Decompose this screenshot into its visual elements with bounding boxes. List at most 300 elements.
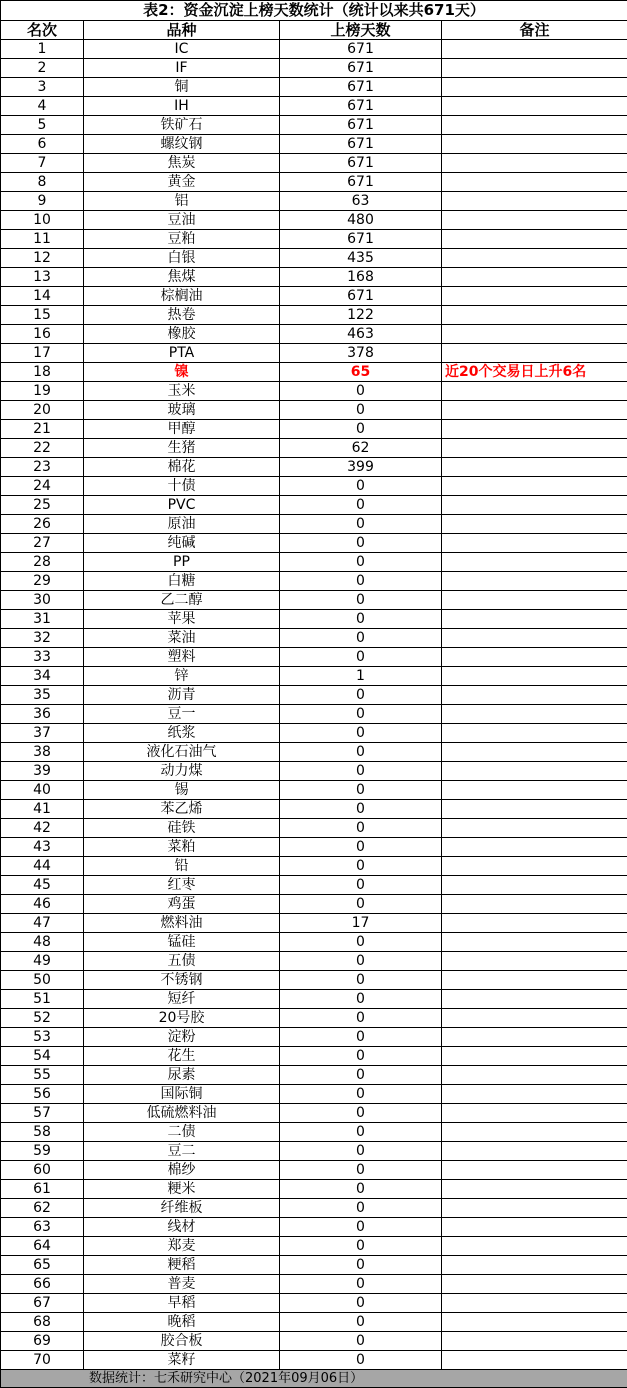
rank-cell: 61 (1, 1180, 84, 1199)
table-row (1, 724, 627, 743)
source-note: 数据统计：七禾研究中心（2021年09月06日） (1, 1370, 627, 1388)
note-cell (442, 971, 627, 990)
days-cell: 0 (280, 1351, 442, 1370)
header-name: 品种 (84, 21, 280, 40)
rank-cell: 58 (1, 1123, 84, 1142)
days-cell: 0 (280, 876, 442, 895)
name-cell: 短纤 (84, 990, 280, 1009)
rank-cell: 31 (1, 610, 84, 629)
table-row (1, 990, 627, 1009)
days-cell: 0 (280, 838, 442, 857)
table-row (1, 173, 627, 192)
note-cell (442, 895, 627, 914)
table-row (1, 515, 627, 534)
note-cell (442, 211, 627, 230)
days-cell: 62 (280, 439, 442, 458)
table-row (1, 610, 627, 629)
days-cell: 0 (280, 971, 442, 990)
table-row (1, 876, 627, 895)
days-cell: 0 (280, 401, 442, 420)
table-row (1, 819, 627, 838)
table-row (1, 192, 627, 211)
name-cell: 锰硅 (84, 933, 280, 952)
table-row (1, 781, 627, 800)
days-cell: 0 (280, 933, 442, 952)
name-cell: 菜籽 (84, 1351, 280, 1370)
days-cell: 0 (280, 1123, 442, 1142)
rank-cell: 35 (1, 686, 84, 705)
note-cell (442, 325, 627, 344)
name-cell: 不锈钢 (84, 971, 280, 990)
note-cell (442, 1085, 627, 1104)
name-cell: 甲醇 (84, 420, 280, 439)
name-cell: 20号胶 (84, 1009, 280, 1028)
note-cell (442, 1066, 627, 1085)
days-cell: 480 (280, 211, 442, 230)
rank-cell: 50 (1, 971, 84, 990)
table-row (1, 800, 627, 819)
note-cell (442, 40, 627, 59)
name-cell: 焦炭 (84, 154, 280, 173)
name-cell: 玉米 (84, 382, 280, 401)
name-cell: 铜 (84, 78, 280, 97)
note-cell (442, 1275, 627, 1294)
rank-cell: 66 (1, 1275, 84, 1294)
days-cell: 0 (280, 857, 442, 876)
table-row (1, 971, 627, 990)
name-cell: 豆二 (84, 1142, 280, 1161)
note-cell (442, 439, 627, 458)
rank-cell: 14 (1, 287, 84, 306)
rank-cell: 30 (1, 591, 84, 610)
table-row (1, 1085, 627, 1104)
table-row (1, 534, 627, 553)
table-row (1, 40, 627, 59)
rank-cell: 22 (1, 439, 84, 458)
name-cell: 锌 (84, 667, 280, 686)
name-cell: 玻璃 (84, 401, 280, 420)
rank-cell: 20 (1, 401, 84, 420)
header-note: 备注 (442, 21, 627, 40)
table-row (1, 1275, 627, 1294)
note-cell (442, 1332, 627, 1351)
note-cell (442, 933, 627, 952)
rank-cell: 64 (1, 1237, 84, 1256)
table-row (1, 686, 627, 705)
days-cell: 0 (280, 591, 442, 610)
rank-cell: 70 (1, 1351, 84, 1370)
name-cell: 线材 (84, 1218, 280, 1237)
rank-cell: 13 (1, 268, 84, 287)
name-cell: 十债 (84, 477, 280, 496)
days-cell: 435 (280, 249, 442, 268)
rank-cell: 4 (1, 97, 84, 116)
days-cell: 0 (280, 724, 442, 743)
table-row (1, 553, 627, 572)
rank-cell: 49 (1, 952, 84, 971)
name-cell: 橡胶 (84, 325, 280, 344)
header-rank: 名次 (1, 21, 84, 40)
note-cell (442, 116, 627, 135)
name-cell: 淀粉 (84, 1028, 280, 1047)
rank-cell: 29 (1, 572, 84, 591)
table-row (1, 933, 627, 952)
table-row (1, 1237, 627, 1256)
note-cell (442, 952, 627, 971)
name-cell: 塑料 (84, 648, 280, 667)
rank-cell: 53 (1, 1028, 84, 1047)
name-cell: 棉纱 (84, 1161, 280, 1180)
note-cell (442, 515, 627, 534)
note-cell (442, 1313, 627, 1332)
rank-cell: 36 (1, 705, 84, 724)
days-cell: 378 (280, 344, 442, 363)
note-cell (442, 192, 627, 211)
days-cell: 0 (280, 781, 442, 800)
name-cell: PVC (84, 496, 280, 515)
note-cell (442, 496, 627, 515)
rank-cell: 62 (1, 1199, 84, 1218)
note-cell (442, 59, 627, 78)
rank-cell: 8 (1, 173, 84, 192)
name-cell: 乙二醇 (84, 591, 280, 610)
days-cell: 0 (280, 1085, 442, 1104)
table-row (1, 363, 627, 382)
note-cell (442, 572, 627, 591)
note-cell (442, 306, 627, 325)
note-cell (442, 553, 627, 572)
days-cell: 0 (280, 1218, 442, 1237)
days-cell: 671 (280, 154, 442, 173)
name-cell: 鸡蛋 (84, 895, 280, 914)
name-cell: IF (84, 59, 280, 78)
days-cell: 0 (280, 1199, 442, 1218)
rank-cell: 39 (1, 762, 84, 781)
note-cell (442, 1256, 627, 1275)
rank-cell: 9 (1, 192, 84, 211)
rank-cell: 44 (1, 857, 84, 876)
note-cell (442, 230, 627, 249)
days-cell: 0 (280, 610, 442, 629)
rank-cell: 27 (1, 534, 84, 553)
table-row (1, 1180, 627, 1199)
table-row (1, 116, 627, 135)
table-row (1, 496, 627, 515)
rank-cell: 60 (1, 1161, 84, 1180)
rank-cell: 12 (1, 249, 84, 268)
rank-cell: 19 (1, 382, 84, 401)
rank-cell: 47 (1, 914, 84, 933)
name-cell: 纤维板 (84, 1199, 280, 1218)
header-days: 上榜天数 (280, 21, 442, 40)
name-cell: 白银 (84, 249, 280, 268)
name-cell: 螺纹钢 (84, 135, 280, 154)
days-cell: 0 (280, 420, 442, 439)
table-row (1, 629, 627, 648)
days-cell: 0 (280, 629, 442, 648)
days-cell: 0 (280, 1237, 442, 1256)
table-row (1, 743, 627, 762)
rank-cell: 2 (1, 59, 84, 78)
days-cell: 0 (280, 534, 442, 553)
name-cell: 郑麦 (84, 1237, 280, 1256)
note-cell (442, 1028, 627, 1047)
rank-cell: 65 (1, 1256, 84, 1275)
table-row (1, 1047, 627, 1066)
rank-cell: 68 (1, 1313, 84, 1332)
name-cell: 白糖 (84, 572, 280, 591)
rank-cell: 23 (1, 458, 84, 477)
rank-cell: 32 (1, 629, 84, 648)
note-cell (442, 1161, 627, 1180)
name-cell: 尿素 (84, 1066, 280, 1085)
note-cell (442, 610, 627, 629)
rank-cell: 11 (1, 230, 84, 249)
name-cell: 生猪 (84, 439, 280, 458)
name-cell: 菜油 (84, 629, 280, 648)
rank-cell: 7 (1, 154, 84, 173)
days-cell: 0 (280, 1047, 442, 1066)
rank-cell: 37 (1, 724, 84, 743)
table-row (1, 325, 627, 344)
rank-cell: 63 (1, 1218, 84, 1237)
note-cell (442, 667, 627, 686)
rank-cell: 51 (1, 990, 84, 1009)
note-cell (442, 781, 627, 800)
rank-cell: 56 (1, 1085, 84, 1104)
name-cell: 硅铁 (84, 819, 280, 838)
table-row (1, 838, 627, 857)
rank-cell: 25 (1, 496, 84, 515)
note-cell (442, 249, 627, 268)
table-row (1, 762, 627, 781)
days-cell: 0 (280, 990, 442, 1009)
rank-cell: 38 (1, 743, 84, 762)
rank-cell: 67 (1, 1294, 84, 1313)
name-cell: 棉花 (84, 458, 280, 477)
name-cell: 二债 (84, 1123, 280, 1142)
rank-cell: 69 (1, 1332, 84, 1351)
rank-cell: 26 (1, 515, 84, 534)
note-cell (442, 534, 627, 553)
days-cell: 17 (280, 914, 442, 933)
rank-cell: 52 (1, 1009, 84, 1028)
note-cell (442, 591, 627, 610)
name-cell: 纸浆 (84, 724, 280, 743)
note-cell (442, 97, 627, 116)
table-row (1, 135, 627, 154)
note-cell (442, 819, 627, 838)
days-cell: 671 (280, 135, 442, 154)
rank-cell: 46 (1, 895, 84, 914)
note-cell (442, 724, 627, 743)
rank-cell: 10 (1, 211, 84, 230)
table-row (1, 382, 627, 401)
name-cell: 锡 (84, 781, 280, 800)
table-row (1, 914, 627, 933)
days-cell: 0 (280, 553, 442, 572)
name-cell: 晚稻 (84, 1313, 280, 1332)
note-cell (442, 477, 627, 496)
name-cell: 原油 (84, 515, 280, 534)
table-row (1, 1256, 627, 1275)
days-cell: 0 (280, 1294, 442, 1313)
note-cell (442, 1009, 627, 1028)
note-cell (442, 876, 627, 895)
table-row (1, 211, 627, 230)
note-cell (442, 1218, 627, 1237)
table-row (1, 1028, 627, 1047)
days-cell: 0 (280, 686, 442, 705)
table-row (1, 1332, 627, 1351)
days-cell: 0 (280, 496, 442, 515)
table-row (1, 1351, 627, 1370)
table-row (1, 1218, 627, 1237)
note-cell (442, 1047, 627, 1066)
note-cell: 近20个交易日上升6名 (442, 363, 627, 382)
rank-cell: 43 (1, 838, 84, 857)
note-cell (442, 743, 627, 762)
days-cell: 0 (280, 1066, 442, 1085)
days-cell: 0 (280, 1332, 442, 1351)
table-row (1, 230, 627, 249)
name-cell: 国际铜 (84, 1085, 280, 1104)
days-cell: 671 (280, 97, 442, 116)
days-cell: 671 (280, 40, 442, 59)
days-cell: 0 (280, 1161, 442, 1180)
note-cell (442, 78, 627, 97)
table-row (1, 1066, 627, 1085)
name-cell: 液化石油气 (84, 743, 280, 762)
table-row (1, 439, 627, 458)
note-cell (442, 382, 627, 401)
days-cell: 0 (280, 1009, 442, 1028)
rank-cell: 41 (1, 800, 84, 819)
name-cell: IH (84, 97, 280, 116)
days-cell: 0 (280, 515, 442, 534)
days-cell: 0 (280, 477, 442, 496)
days-cell: 122 (280, 306, 442, 325)
table-row (1, 1009, 627, 1028)
note-cell (442, 686, 627, 705)
table-title-row (1, 1, 627, 21)
note-cell (442, 1294, 627, 1313)
days-cell: 1 (280, 667, 442, 686)
name-cell: 沥青 (84, 686, 280, 705)
table-row (1, 952, 627, 971)
days-cell: 463 (280, 325, 442, 344)
rank-cell: 6 (1, 135, 84, 154)
rank-cell: 17 (1, 344, 84, 363)
footer-row (1, 1370, 627, 1388)
note-cell (442, 458, 627, 477)
name-cell: 苯乙烯 (84, 800, 280, 819)
name-cell: 动力煤 (84, 762, 280, 781)
rank-cell: 34 (1, 667, 84, 686)
table-row (1, 1142, 627, 1161)
note-cell (442, 135, 627, 154)
days-cell: 0 (280, 1256, 442, 1275)
name-cell: 棕榈油 (84, 287, 280, 306)
days-cell: 0 (280, 648, 442, 667)
days-cell: 0 (280, 1142, 442, 1161)
days-cell: 0 (280, 572, 442, 591)
table-row (1, 287, 627, 306)
table-row (1, 249, 627, 268)
note-cell (442, 800, 627, 819)
table-row (1, 591, 627, 610)
name-cell: 焦煤 (84, 268, 280, 287)
table-row (1, 458, 627, 477)
days-cell: 0 (280, 1275, 442, 1294)
table-row (1, 154, 627, 173)
table-row (1, 344, 627, 363)
days-cell: 671 (280, 59, 442, 78)
table-row (1, 268, 627, 287)
table-row (1, 78, 627, 97)
rank-cell: 1 (1, 40, 84, 59)
rank-cell: 40 (1, 781, 84, 800)
table-row (1, 648, 627, 667)
rank-cell: 28 (1, 553, 84, 572)
name-cell: 低硫燃料油 (84, 1104, 280, 1123)
note-cell (442, 629, 627, 648)
days-cell: 0 (280, 705, 442, 724)
name-cell: 燃料油 (84, 914, 280, 933)
note-cell (442, 838, 627, 857)
note-cell (442, 648, 627, 667)
days-cell: 168 (280, 268, 442, 287)
rank-cell: 59 (1, 1142, 84, 1161)
table-row (1, 1199, 627, 1218)
note-cell (442, 401, 627, 420)
table-row (1, 1294, 627, 1313)
days-cell: 0 (280, 895, 442, 914)
note-cell (442, 990, 627, 1009)
rank-cell: 16 (1, 325, 84, 344)
name-cell: 热卷 (84, 306, 280, 325)
name-cell: 苹果 (84, 610, 280, 629)
days-cell: 671 (280, 116, 442, 135)
days-cell: 671 (280, 230, 442, 249)
days-cell: 0 (280, 743, 442, 762)
days-cell: 399 (280, 458, 442, 477)
name-cell: 铅 (84, 857, 280, 876)
table-row (1, 97, 627, 116)
name-cell: 豆粕 (84, 230, 280, 249)
rank-cell: 5 (1, 116, 84, 135)
rank-cell: 55 (1, 1066, 84, 1085)
name-cell: IC (84, 40, 280, 59)
days-cell: 63 (280, 192, 442, 211)
name-cell: 黄金 (84, 173, 280, 192)
table-row (1, 895, 627, 914)
note-cell (442, 420, 627, 439)
name-cell: 粳米 (84, 1180, 280, 1199)
note-cell (442, 762, 627, 781)
note-cell (442, 1351, 627, 1370)
rank-cell: 18 (1, 363, 84, 382)
name-cell: 粳稻 (84, 1256, 280, 1275)
note-cell (442, 287, 627, 306)
days-cell: 0 (280, 819, 442, 838)
table-row (1, 667, 627, 686)
note-cell (442, 344, 627, 363)
name-cell: 五债 (84, 952, 280, 971)
rank-cell: 42 (1, 819, 84, 838)
table-row (1, 477, 627, 496)
days-cell: 0 (280, 952, 442, 971)
